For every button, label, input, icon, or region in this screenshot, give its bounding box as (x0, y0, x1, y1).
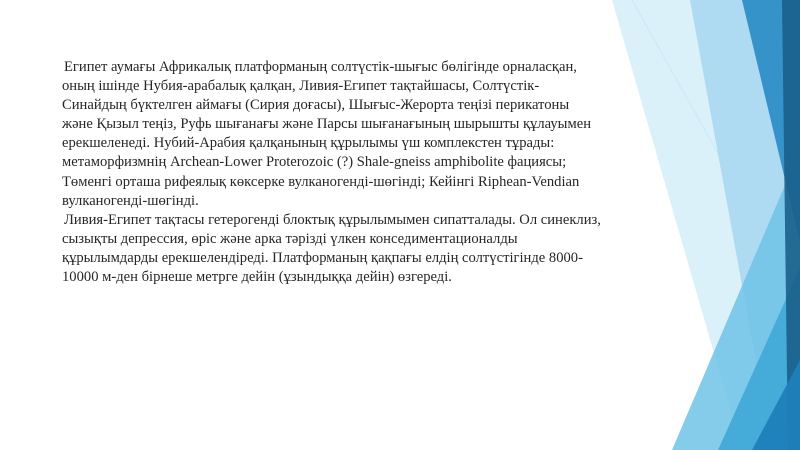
paragraph-2: Ливия-Египет тақтасы гетерогенді блоктық құрылымымен сипатталады. Ол синеклиз, сызықты депрессия, өріс және арка тәрізді үлкен конседиментационалды құрылымдарды ерекшелендіреді. Платформаның қақпағы елдің солтүстігінде 8000-10000 м-ден бірнеше метрге дейін (ұзындыққа дейін) өзгереді. (62, 211, 601, 286)
paragraph-1: Египет аумағы Африкалық платформаның солтүстік-шығыс бөлігінде орналасқан, оның ішінде Нубия-арабалық қалқан, Ливия-Египет тақтайшасы, Солтүстік-Синайдың бүктелген аймағы (Сирия доғасы), Шығыс-Жерорта теңізі перикатоны және Қызыл теңіз, Руфь шығанағы және Парсы шығанағының шырышты құлауымен ерекшеленеді. Нубий-Арабия қалқанының құрылымы үш комплекстен тұрады: метаморфизмнің Archean-Lower Proterozoic (?) Shale-gneiss amphibolite фациясы; Төменгі орташа рифеялық көксерке вулканогенді-шөгінді; Кейінгі Riphean-Vendian вулканогенді-шөгінді. (62, 59, 592, 209)
body-text (62, 58, 602, 287)
